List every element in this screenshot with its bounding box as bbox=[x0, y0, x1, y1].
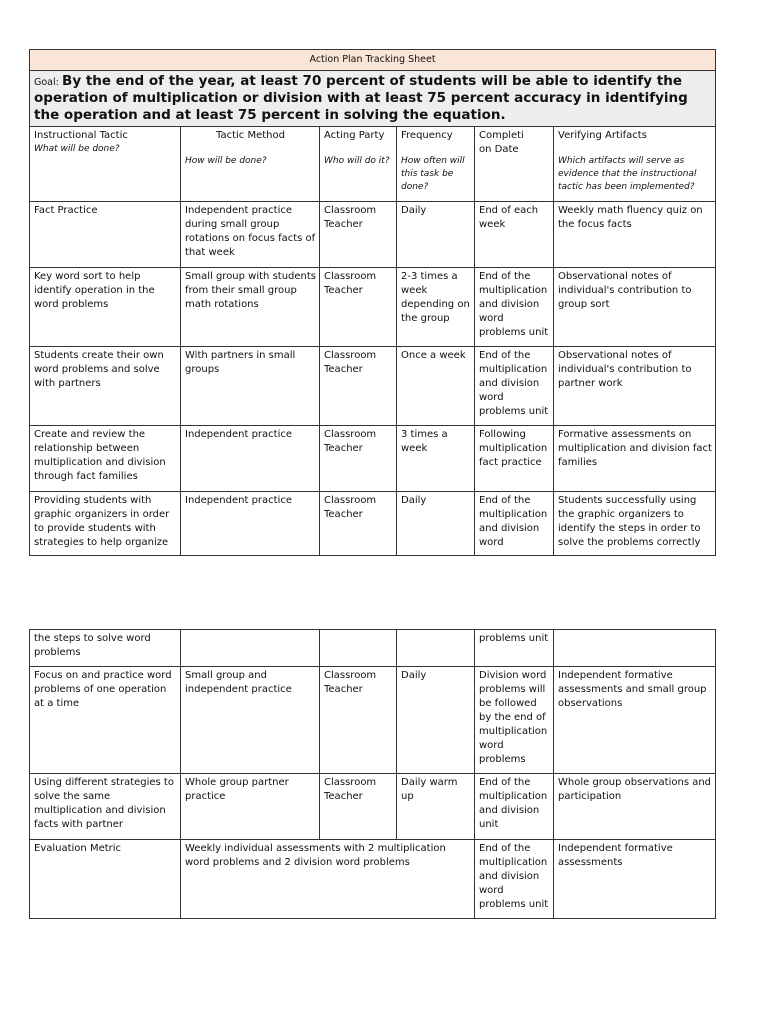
tactic-cell: the steps to solve word problems bbox=[30, 630, 181, 667]
header-method bbox=[181, 127, 320, 202]
frequency-cell: Daily bbox=[397, 667, 475, 774]
party-cell: Classroom Teacher bbox=[320, 774, 397, 840]
tactic-cell: Create and review the relationship between multiplication and division through fact families bbox=[30, 426, 181, 492]
tactic-cell: Students create their own word problems and solve with partners bbox=[30, 347, 181, 426]
method-cell: Independent practice bbox=[181, 492, 320, 556]
method-cell: With partners in small groups bbox=[181, 347, 320, 426]
header-frequency bbox=[397, 127, 475, 202]
header-party-sub: Who will do it? bbox=[324, 156, 390, 166]
sheet-title: Action Plan Tracking Sheet bbox=[30, 50, 716, 71]
frequency-cell bbox=[397, 630, 475, 667]
header-frequency-sub: How often will this task be done? bbox=[401, 156, 465, 192]
header-row bbox=[30, 127, 716, 202]
goal-label: Goal: bbox=[34, 77, 59, 88]
header-artifacts-sub: Which artifacts will serve as evidence that the instructional tactic has been implemented? bbox=[558, 156, 697, 192]
method-cell bbox=[181, 630, 320, 667]
table-row bbox=[30, 347, 716, 426]
table-row bbox=[30, 667, 716, 774]
artifacts-cell: Observational notes of individual's contribution to group sort bbox=[554, 268, 716, 347]
header-party bbox=[320, 127, 397, 202]
artifacts-cell: Students successfully using the graphic organizers to identify the steps in order to solve the problems correctly bbox=[554, 492, 716, 556]
completion-cell: End of the multiplication and division unit bbox=[475, 774, 554, 840]
completion-cell: End of the multiplication and division word problems unit bbox=[475, 268, 554, 347]
completion-cell: End of each week bbox=[475, 202, 554, 268]
evaluation-artifacts: Independent formative assessments bbox=[554, 840, 716, 919]
header-completion-label: Completion Date bbox=[479, 130, 524, 155]
party-cell: Classroom Teacher bbox=[320, 492, 397, 556]
frequency-cell: Daily warm up bbox=[397, 774, 475, 840]
tactic-cell: Fact Practice bbox=[30, 202, 181, 268]
party-cell: Classroom Teacher bbox=[320, 347, 397, 426]
frequency-cell: Daily bbox=[397, 492, 475, 556]
goal-cell bbox=[30, 71, 716, 127]
frequency-cell: 2-3 times a week depending on the group bbox=[397, 268, 475, 347]
table-row bbox=[30, 202, 716, 268]
method-cell: Small group with students from their small group math rotations bbox=[181, 268, 320, 347]
action-plan-table-page2 bbox=[29, 629, 716, 919]
method-cell: Small group and independent practice bbox=[181, 667, 320, 774]
table-row bbox=[30, 774, 716, 840]
frequency-cell: 3 times a week bbox=[397, 426, 475, 492]
party-cell: Classroom Teacher bbox=[320, 667, 397, 774]
artifacts-cell: Weekly math fluency quiz on the focus facts bbox=[554, 202, 716, 268]
artifacts-cell: Whole group observations and participation bbox=[554, 774, 716, 840]
goal-text: By the end of the year, at least 70 percent of students will be able to identify the operation of multiplication or division with at least 75 percent accuracy in identifying the operation and at least 75 percent in solving the equation. bbox=[34, 73, 688, 123]
header-tactic bbox=[30, 127, 181, 202]
header-artifacts-label: Verifying Artifacts bbox=[558, 130, 647, 141]
tactic-cell: Focus on and practice word problems of one operation at a time bbox=[30, 667, 181, 774]
frequency-cell: Once a week bbox=[397, 347, 475, 426]
completion-cell: Division word problems will be followed by the end of multiplication word problems bbox=[475, 667, 554, 774]
party-cell bbox=[320, 630, 397, 667]
artifacts-cell: Independent formative assessments and small group observations bbox=[554, 667, 716, 774]
method-cell: Independent practice during small group rotations on focus facts of that week bbox=[181, 202, 320, 268]
artifacts-cell: Observational notes of individual's contribution to partner work bbox=[554, 347, 716, 426]
table-row bbox=[30, 492, 716, 556]
header-artifacts bbox=[554, 127, 716, 202]
header-completion bbox=[475, 127, 554, 202]
artifacts-cell: Formative assessments on multiplication and division fact families bbox=[554, 426, 716, 492]
action-plan-table-page1 bbox=[29, 49, 716, 556]
evaluation-label: Evaluation Metric bbox=[30, 840, 181, 919]
header-frequency-label: Frequency bbox=[401, 130, 453, 141]
evaluation-method: Weekly individual assessments with 2 multiplication word problems and 2 division word problems bbox=[181, 840, 475, 919]
frequency-cell: Daily bbox=[397, 202, 475, 268]
artifacts-cell bbox=[554, 630, 716, 667]
header-party-label: Acting Party bbox=[324, 130, 385, 141]
table-row bbox=[30, 426, 716, 492]
table-row bbox=[30, 268, 716, 347]
party-cell: Classroom Teacher bbox=[320, 202, 397, 268]
party-cell: Classroom Teacher bbox=[320, 268, 397, 347]
completion-cell: End of the multiplication and division word problems unit bbox=[475, 347, 554, 426]
tactic-cell: Providing students with graphic organizers in order to provide students with strategies to help organize bbox=[30, 492, 181, 556]
method-cell: Whole group partner practice bbox=[181, 774, 320, 840]
completion-cell: End of the multiplication and division word bbox=[475, 492, 554, 556]
evaluation-completion: End of the multiplication and division word problems unit bbox=[475, 840, 554, 919]
completion-cell: problems unit bbox=[475, 630, 554, 667]
header-method-sub: How will be done? bbox=[185, 156, 267, 166]
completion-cell: Following multiplication fact practice bbox=[475, 426, 554, 492]
party-cell: Classroom Teacher bbox=[320, 426, 397, 492]
header-tactic-sub: What will be done? bbox=[34, 144, 120, 154]
table-row bbox=[30, 630, 716, 667]
tactic-cell: Key word sort to help identify operation in the word problems bbox=[30, 268, 181, 347]
header-tactic-label: Instructional Tactic bbox=[34, 130, 128, 141]
header-method-label: Tactic Method bbox=[216, 130, 285, 141]
tactic-cell: Using different strategies to solve the same multiplication and division facts with partner bbox=[30, 774, 181, 840]
method-cell: Independent practice bbox=[181, 426, 320, 492]
evaluation-row bbox=[30, 840, 716, 919]
